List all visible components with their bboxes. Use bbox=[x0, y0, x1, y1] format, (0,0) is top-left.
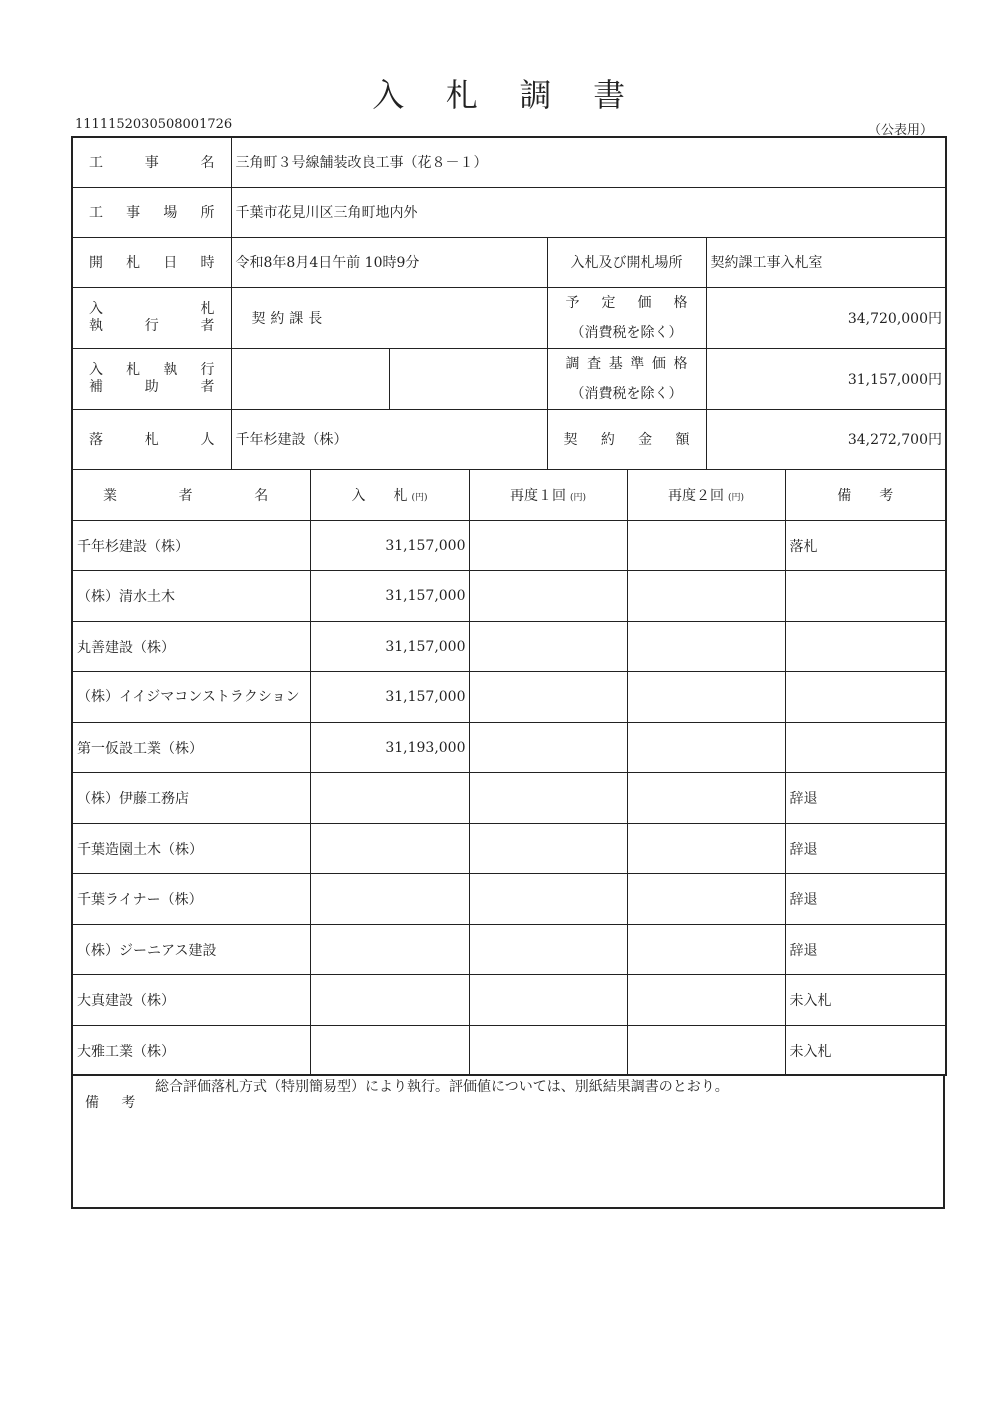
opening-row bbox=[72, 237, 946, 287]
assistant-label-line2: 補 助 者 bbox=[89, 378, 215, 395]
table-row bbox=[72, 925, 946, 975]
title-char: 書 bbox=[593, 76, 627, 114]
bid-results-table bbox=[71, 469, 947, 1076]
rebid1-cell bbox=[469, 824, 627, 874]
bid-cell: 31,157,000 bbox=[310, 672, 469, 723]
table-row bbox=[72, 824, 946, 874]
bid-info-table bbox=[71, 136, 947, 470]
header-bid-label: 入 札 bbox=[351, 488, 408, 504]
header-bid bbox=[310, 470, 469, 521]
opening-datetime-value: 令和8年8月4日午前 10時9分 bbox=[231, 237, 547, 287]
title-char: 札 bbox=[445, 76, 480, 114]
construction-name-value: 三角町３号線舗装改良工事（花８－１） bbox=[231, 137, 946, 187]
planned-price-label-line1: 予 定 価 格 bbox=[565, 294, 688, 311]
bid-cell bbox=[310, 1026, 469, 1076]
header-rebid1 bbox=[469, 470, 627, 521]
construction-name-row bbox=[72, 137, 946, 187]
executor-row bbox=[72, 287, 946, 348]
construction-name-label: 工 事 名 bbox=[72, 137, 231, 187]
opening-datetime-label: 開 札 日 時 bbox=[72, 237, 231, 287]
usage-note: （公表用） bbox=[867, 123, 933, 138]
header-rebid2-unit: (円) bbox=[727, 493, 745, 503]
table-row bbox=[72, 975, 946, 1026]
location-label: 工 事 場 所 bbox=[72, 187, 231, 237]
opening-place-value: 契約課工事入札室 bbox=[706, 237, 946, 287]
rebid2-cell bbox=[627, 622, 785, 672]
remarks-cell bbox=[785, 723, 946, 773]
rebid1-cell bbox=[469, 773, 627, 824]
planned-price-label-line2: （消費税を除く） bbox=[570, 324, 683, 341]
company-cell: 第一仮設工業（株） bbox=[72, 723, 310, 773]
header-rebid1-label: 再度１回 bbox=[509, 488, 566, 504]
remarks-cell bbox=[785, 571, 946, 622]
location-row bbox=[72, 187, 946, 237]
rebid1-cell bbox=[469, 571, 627, 622]
survey-price-value: 31,157,000円 bbox=[706, 348, 946, 409]
executor-label bbox=[72, 287, 231, 348]
header-rebid2-label: 再度２回 bbox=[667, 488, 724, 504]
company-cell: （株）イイジマコンストラクション bbox=[72, 672, 310, 723]
company-cell: （株）清水土木 bbox=[72, 571, 310, 622]
table-row bbox=[72, 1026, 946, 1076]
table-row bbox=[72, 723, 946, 773]
remarks-cell: 辞退 bbox=[785, 925, 946, 975]
remarks-cell bbox=[785, 672, 946, 723]
rebid1-cell bbox=[469, 975, 627, 1026]
company-cell: （株）ジーニアス建設 bbox=[72, 925, 310, 975]
header-bid-unit: (円) bbox=[411, 493, 428, 503]
company-cell: 大雅工業（株） bbox=[72, 1026, 310, 1076]
assistant-value-2 bbox=[389, 348, 547, 409]
company-cell: 千年杉建設（株） bbox=[72, 521, 310, 571]
table-row bbox=[72, 571, 946, 622]
bid-cell bbox=[310, 773, 469, 824]
remarks-label: 備考 bbox=[85, 1095, 158, 1111]
assistant-row bbox=[72, 348, 946, 409]
header-remarks: 備 考 bbox=[785, 470, 946, 521]
remarks-cell: 辞退 bbox=[785, 874, 946, 925]
bid-cell bbox=[310, 975, 469, 1026]
rebid2-cell bbox=[627, 1026, 785, 1076]
bid-cell: 31,157,000 bbox=[310, 622, 469, 672]
rebid2-cell bbox=[627, 824, 785, 874]
remarks-cell: 辞退 bbox=[785, 824, 946, 874]
rebid1-cell bbox=[469, 521, 627, 571]
executor-label-line1: 入 札 bbox=[89, 300, 215, 317]
executor-label-line2: 執 行 者 bbox=[89, 317, 215, 334]
company-cell: 丸善建設（株） bbox=[72, 622, 310, 672]
rebid2-cell bbox=[627, 672, 785, 723]
rebid1-cell bbox=[469, 672, 627, 723]
table-row bbox=[72, 622, 946, 672]
remarks-cell: 未入札 bbox=[785, 1026, 946, 1076]
rebid1-cell bbox=[469, 622, 627, 672]
bid-table-header bbox=[72, 470, 946, 521]
bid-cell: 31,193,000 bbox=[310, 723, 469, 773]
survey-price-label bbox=[547, 348, 706, 409]
bid-cell bbox=[310, 874, 469, 925]
bid-cell: 31,157,000 bbox=[310, 571, 469, 622]
planned-price-value: 34,720,000円 bbox=[706, 287, 946, 348]
remarks-cell bbox=[785, 622, 946, 672]
remarks-cell: 落札 bbox=[785, 521, 946, 571]
bid-cell: 31,157,000 bbox=[310, 521, 469, 571]
header-rebid2 bbox=[627, 470, 785, 521]
survey-price-label-line1: 調 査 基 準 価 格 bbox=[565, 355, 688, 372]
company-cell: （株）伊藤工務店 bbox=[72, 773, 310, 824]
company-cell: 千葉造園土木（株） bbox=[72, 824, 310, 874]
executor-value: 契約課長 bbox=[231, 287, 547, 348]
winner-value: 千年杉建設（株） bbox=[231, 409, 547, 469]
rebid2-cell bbox=[627, 521, 785, 571]
header-rebid1-unit: (円) bbox=[569, 493, 587, 503]
location-value: 千葉市花見川区三角町地内外 bbox=[231, 187, 946, 237]
survey-price-label-line2: （消費税を除く） bbox=[570, 385, 683, 402]
assistant-value-1 bbox=[231, 348, 389, 409]
contract-amount-value: 34,272,700円 bbox=[706, 409, 946, 469]
rebid2-cell bbox=[627, 975, 785, 1026]
planned-price-label bbox=[547, 287, 706, 348]
bid-cell bbox=[310, 925, 469, 975]
title-char: 調 bbox=[519, 76, 554, 114]
remarks-table bbox=[71, 1074, 945, 1209]
table-row bbox=[72, 521, 946, 571]
rebid1-cell bbox=[469, 925, 627, 975]
title-char: 入 bbox=[372, 76, 406, 114]
winner-label: 落 札 人 bbox=[72, 409, 231, 469]
remarks-cell: 辞退 bbox=[785, 773, 946, 824]
rebid2-cell bbox=[627, 874, 785, 925]
company-cell: 千葉ライナー（株） bbox=[72, 874, 310, 925]
rebid2-cell bbox=[627, 925, 785, 975]
bid-cell bbox=[310, 824, 469, 874]
rebid2-cell bbox=[627, 571, 785, 622]
rebid1-cell bbox=[469, 723, 627, 773]
rebid2-cell bbox=[627, 723, 785, 773]
assistant-label bbox=[72, 348, 231, 409]
company-cell: 大真建設（株） bbox=[72, 975, 310, 1026]
contract-amount-label: 契 約 金 額 bbox=[547, 409, 706, 469]
document-number: 1111152030508001726 bbox=[75, 117, 233, 132]
document-title bbox=[0, 70, 999, 116]
table-row bbox=[72, 874, 946, 925]
table-row bbox=[72, 672, 946, 723]
remarks-box bbox=[72, 1075, 944, 1208]
rebid1-cell bbox=[469, 874, 627, 925]
assistant-label-line1: 入 札 執 行 bbox=[89, 361, 215, 378]
remarks-cell: 未入札 bbox=[785, 975, 946, 1026]
opening-place-label: 入札及び開札場所 bbox=[547, 237, 706, 287]
remarks-text: 総合評価落札方式（特別簡易型）により執行。評価値については、別紙結果調書のとおり。 bbox=[155, 1079, 729, 1095]
header-company: 業 者 名 bbox=[72, 470, 310, 521]
table-row bbox=[72, 773, 946, 824]
rebid2-cell bbox=[627, 773, 785, 824]
winner-row bbox=[72, 409, 946, 469]
rebid1-cell bbox=[469, 1026, 627, 1076]
